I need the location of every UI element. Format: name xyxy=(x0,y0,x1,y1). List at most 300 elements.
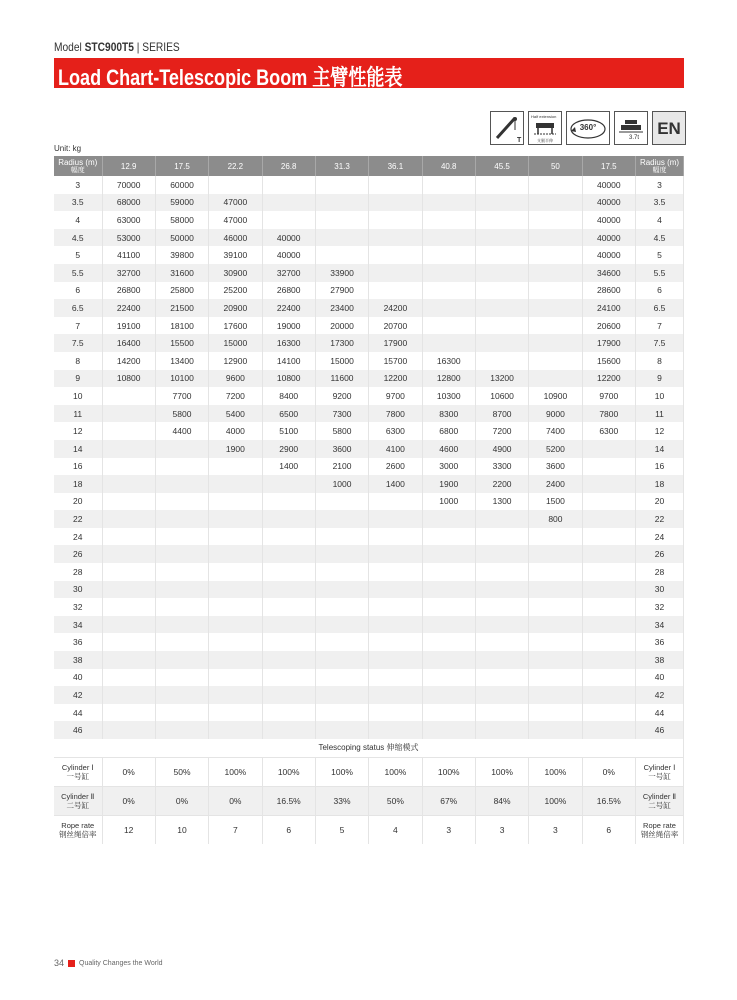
telescoping-cell: 16.5% xyxy=(582,786,635,815)
load-cell xyxy=(475,598,528,616)
table-row xyxy=(54,528,684,546)
load-cell xyxy=(262,211,315,229)
load-cell: 19100 xyxy=(102,317,155,335)
load-cell xyxy=(529,194,582,212)
radius-cell-left: 46 xyxy=(54,721,102,739)
radius-cell-right: 26 xyxy=(636,545,684,563)
radius-cell-right: 28 xyxy=(636,563,684,581)
icon-strip xyxy=(490,111,686,147)
load-cell xyxy=(262,651,315,669)
telescoping-body xyxy=(54,739,684,844)
load-cell xyxy=(369,704,422,722)
load-cell xyxy=(582,598,635,616)
load-cell: 2200 xyxy=(475,475,528,493)
telescoping-cell: 33% xyxy=(315,786,368,815)
load-cell xyxy=(369,545,422,563)
load-cell xyxy=(422,598,475,616)
table-row xyxy=(54,299,684,317)
radius-cell-right: 18 xyxy=(636,475,684,493)
title-bar xyxy=(54,58,684,88)
table-header-row xyxy=(54,156,684,176)
brand-square-icon xyxy=(68,960,75,967)
radius-cell-left: 9 xyxy=(54,370,102,388)
telescoping-cell: 100% xyxy=(529,786,582,815)
load-cell xyxy=(582,721,635,739)
load-cell xyxy=(102,669,155,687)
load-cell xyxy=(369,633,422,651)
radius-cell-right: 6 xyxy=(636,282,684,300)
load-cell xyxy=(422,563,475,581)
load-cell xyxy=(102,721,155,739)
load-cell xyxy=(529,545,582,563)
load-cell: 22400 xyxy=(102,299,155,317)
load-cell: 10100 xyxy=(155,370,208,388)
load-cell: 7200 xyxy=(209,387,262,405)
load-cell xyxy=(209,669,262,687)
load-cell xyxy=(369,669,422,687)
load-cell xyxy=(475,194,528,212)
load-cell xyxy=(262,545,315,563)
load-cell: 47000 xyxy=(209,211,262,229)
load-cell: 70000 xyxy=(102,176,155,194)
telescoping-label-cn: 钢丝绳倍率 xyxy=(59,829,97,839)
table-row xyxy=(54,229,684,247)
load-cell xyxy=(262,633,315,651)
load-cell: 3600 xyxy=(529,458,582,476)
load-cell xyxy=(475,334,528,352)
load-cell xyxy=(155,633,208,651)
half-extension-label: Half extension xyxy=(531,114,557,119)
load-cell: 6800 xyxy=(422,422,475,440)
load-cell: 10800 xyxy=(102,370,155,388)
radius-cell-left: 22 xyxy=(54,510,102,528)
load-cell: 11600 xyxy=(315,370,368,388)
telescoping-cell: 100% xyxy=(529,757,582,786)
page-number: 34 xyxy=(54,958,65,968)
load-cell: 9700 xyxy=(582,387,635,405)
load-cell xyxy=(155,686,208,704)
radius-cell-left: 40 xyxy=(54,669,102,687)
load-cell xyxy=(422,633,475,651)
load-cell: 7800 xyxy=(582,405,635,423)
load-cell: 7700 xyxy=(155,387,208,405)
boom-length-header: 17.5 xyxy=(582,156,635,176)
load-cell: 58000 xyxy=(155,211,208,229)
load-cell: 4900 xyxy=(475,440,528,458)
load-cell xyxy=(475,563,528,581)
load-cell xyxy=(475,704,528,722)
load-cell: 19000 xyxy=(262,317,315,335)
load-cell xyxy=(209,581,262,599)
telescoping-label-right xyxy=(636,815,684,844)
radius-cell-left: 44 xyxy=(54,704,102,722)
load-cell: 10600 xyxy=(475,387,528,405)
telescoping-row xyxy=(54,815,684,844)
load-cell xyxy=(102,405,155,423)
load-cell: 68000 xyxy=(102,194,155,212)
load-cell xyxy=(209,651,262,669)
load-cell xyxy=(315,211,368,229)
half-extension-cn-label: 支腿半伸 xyxy=(537,138,553,143)
load-cell: 1000 xyxy=(422,493,475,511)
load-cell xyxy=(529,370,582,388)
load-cell: 3000 xyxy=(422,458,475,476)
load-cell xyxy=(315,545,368,563)
load-cell: 26800 xyxy=(262,282,315,300)
load-cell xyxy=(262,563,315,581)
load-cell xyxy=(422,721,475,739)
load-cell xyxy=(102,545,155,563)
boom-length-header: 31.3 xyxy=(315,156,368,176)
load-cell: 40000 xyxy=(582,246,635,264)
radius-cell-left: 11 xyxy=(54,405,102,423)
load-cell: 47000 xyxy=(209,194,262,212)
load-cell xyxy=(102,651,155,669)
table-row xyxy=(54,211,684,229)
load-cell xyxy=(475,633,528,651)
load-cell: 16300 xyxy=(422,352,475,370)
outrigger-half-extension-icon xyxy=(528,111,562,145)
load-cell: 40000 xyxy=(582,211,635,229)
radius-header-left xyxy=(54,156,102,176)
telescoping-cell: 0% xyxy=(102,786,155,815)
radius-cell-left: 4.5 xyxy=(54,229,102,247)
load-cell: 14100 xyxy=(262,352,315,370)
load-cell xyxy=(315,704,368,722)
telescoping-cell: 67% xyxy=(422,786,475,815)
load-chart-body xyxy=(54,176,684,739)
table-row xyxy=(54,475,684,493)
load-cell: 10900 xyxy=(529,387,582,405)
load-cell: 5800 xyxy=(315,422,368,440)
load-cell xyxy=(102,528,155,546)
load-cell xyxy=(582,633,635,651)
load-cell: 4400 xyxy=(155,422,208,440)
load-cell xyxy=(422,510,475,528)
load-cell: 5100 xyxy=(262,422,315,440)
telescoping-cell: 50% xyxy=(155,757,208,786)
load-cell: 3300 xyxy=(475,458,528,476)
load-cell xyxy=(262,598,315,616)
load-cell xyxy=(475,282,528,300)
radius-cell-right: 42 xyxy=(636,686,684,704)
load-cell xyxy=(529,264,582,282)
table-row xyxy=(54,721,684,739)
load-cell xyxy=(262,721,315,739)
load-cell: 12200 xyxy=(369,370,422,388)
load-cell: 22400 xyxy=(262,299,315,317)
load-cell xyxy=(209,616,262,634)
telescoping-cell: 0% xyxy=(155,786,208,815)
table-row xyxy=(54,581,684,599)
load-cell xyxy=(369,229,422,247)
load-cell: 46000 xyxy=(209,229,262,247)
load-cell xyxy=(369,721,422,739)
table-row xyxy=(54,598,684,616)
load-cell xyxy=(475,669,528,687)
load-cell xyxy=(582,493,635,511)
page-title: Load Chart-Telescopic Boom 主臂性能表 xyxy=(58,65,403,90)
load-cell: 40000 xyxy=(262,229,315,247)
telescoping-label-en: Rope rate xyxy=(643,820,676,830)
table-row xyxy=(54,616,684,634)
load-cell: 8700 xyxy=(475,405,528,423)
telescoping-label-cn: 二号缸 xyxy=(648,800,671,810)
load-cell xyxy=(369,493,422,511)
load-cell xyxy=(315,176,368,194)
radius-cell-left: 6 xyxy=(54,282,102,300)
load-cell: 13400 xyxy=(155,352,208,370)
load-cell xyxy=(155,493,208,511)
load-cell xyxy=(209,598,262,616)
load-cell: 5800 xyxy=(155,405,208,423)
load-cell xyxy=(315,581,368,599)
radius-cell-right: 34 xyxy=(636,616,684,634)
load-cell xyxy=(262,176,315,194)
radius-cell-right: 32 xyxy=(636,598,684,616)
load-cell: 15500 xyxy=(155,334,208,352)
table-row xyxy=(54,686,684,704)
load-cell: 12200 xyxy=(582,370,635,388)
load-cell: 4600 xyxy=(422,440,475,458)
model-name: STC900T5 xyxy=(84,40,134,54)
load-cell xyxy=(529,721,582,739)
load-cell xyxy=(155,528,208,546)
load-cell xyxy=(422,246,475,264)
load-cell: 2400 xyxy=(529,475,582,493)
model-prefix: Model xyxy=(54,40,82,54)
load-cell: 8300 xyxy=(422,405,475,423)
telescoping-cell: 0% xyxy=(102,757,155,786)
load-cell xyxy=(102,440,155,458)
radius-cell-right: 38 xyxy=(636,651,684,669)
table-row xyxy=(54,669,684,687)
load-cell xyxy=(155,721,208,739)
load-cell xyxy=(209,704,262,722)
load-cell xyxy=(315,246,368,264)
telescoping-cell: 0% xyxy=(209,786,262,815)
load-cell: 41100 xyxy=(102,246,155,264)
load-cell: 12900 xyxy=(209,352,262,370)
load-cell xyxy=(422,616,475,634)
load-cell xyxy=(422,545,475,563)
load-cell xyxy=(422,334,475,352)
table-row xyxy=(54,545,684,563)
telescoping-label-en: Cylinder Ⅱ xyxy=(61,791,95,801)
load-cell xyxy=(262,581,315,599)
load-cell xyxy=(529,211,582,229)
telescoping-cell: 7 xyxy=(209,815,262,844)
radius-cell-left: 3.5 xyxy=(54,194,102,212)
rotation-icon xyxy=(566,111,610,145)
load-cell: 20000 xyxy=(315,317,368,335)
load-cell xyxy=(529,704,582,722)
load-chart-table xyxy=(54,156,684,844)
load-cell: 4000 xyxy=(209,422,262,440)
load-cell: 24200 xyxy=(369,299,422,317)
telescoping-status-row xyxy=(54,739,684,757)
load-cell xyxy=(529,528,582,546)
load-cell xyxy=(369,246,422,264)
load-cell xyxy=(529,563,582,581)
telescoping-cell: 3 xyxy=(475,815,528,844)
load-cell xyxy=(529,334,582,352)
load-cell: 40000 xyxy=(582,229,635,247)
load-cell xyxy=(422,669,475,687)
telescoping-label-cn: 一号缸 xyxy=(648,771,671,781)
table-row xyxy=(54,176,684,194)
radius-cell-right: 20 xyxy=(636,493,684,511)
load-cell: 50000 xyxy=(155,229,208,247)
table-row xyxy=(54,510,684,528)
model-series: SERIES xyxy=(142,40,180,54)
load-cell xyxy=(315,721,368,739)
boom-icon xyxy=(490,111,524,145)
radius-cell-right: 7 xyxy=(636,317,684,335)
table-row xyxy=(54,651,684,669)
telescoping-status-label: Telescoping status 伸缩模式 xyxy=(54,739,684,757)
load-cell xyxy=(102,598,155,616)
load-cell: 15000 xyxy=(315,352,368,370)
load-cell xyxy=(369,194,422,212)
radius-cell-left: 7 xyxy=(54,317,102,335)
load-cell xyxy=(369,686,422,704)
load-cell: 9700 xyxy=(369,387,422,405)
load-cell xyxy=(315,563,368,581)
load-cell: 14200 xyxy=(102,352,155,370)
telescoping-cell: 6 xyxy=(582,815,635,844)
telescoping-cell: 100% xyxy=(262,757,315,786)
load-cell xyxy=(369,282,422,300)
load-cell: 32700 xyxy=(262,264,315,282)
table-row xyxy=(54,282,684,300)
load-cell xyxy=(155,616,208,634)
load-cell xyxy=(475,246,528,264)
load-cell: 33900 xyxy=(315,264,368,282)
load-cell xyxy=(475,616,528,634)
load-cell: 5400 xyxy=(209,405,262,423)
radius-header-label: Radius (m) xyxy=(58,157,98,167)
radius-cell-left: 12 xyxy=(54,422,102,440)
load-cell xyxy=(422,264,475,282)
load-cell xyxy=(102,475,155,493)
load-cell xyxy=(422,229,475,247)
load-cell xyxy=(209,176,262,194)
telescoping-cell: 100% xyxy=(209,757,262,786)
telescoping-cell: 3 xyxy=(422,815,475,844)
radius-cell-left: 7.5 xyxy=(54,334,102,352)
load-cell: 10300 xyxy=(422,387,475,405)
load-cell xyxy=(315,686,368,704)
load-cell xyxy=(475,545,528,563)
telescoping-cell: 16.5% xyxy=(262,786,315,815)
load-cell xyxy=(102,458,155,476)
load-cell: 2900 xyxy=(262,440,315,458)
load-cell xyxy=(422,194,475,212)
telescoping-cell: 50% xyxy=(369,786,422,815)
load-cell xyxy=(529,686,582,704)
telescoping-cell: 3 xyxy=(529,815,582,844)
radius-header-right xyxy=(636,156,684,176)
radius-cell-left: 30 xyxy=(54,581,102,599)
load-cell xyxy=(155,475,208,493)
load-cell: 1400 xyxy=(262,458,315,476)
radius-cell-right: 12 xyxy=(636,422,684,440)
load-cell xyxy=(262,528,315,546)
radius-header-cn: 幅度 xyxy=(70,166,85,174)
load-cell xyxy=(475,581,528,599)
load-cell xyxy=(422,176,475,194)
load-cell: 7200 xyxy=(475,422,528,440)
table-row xyxy=(54,493,684,511)
telescoping-cell: 0% xyxy=(582,757,635,786)
boom-length-header: 17.5 xyxy=(155,156,208,176)
radius-cell-left: 36 xyxy=(54,633,102,651)
load-cell xyxy=(102,616,155,634)
load-cell xyxy=(475,651,528,669)
load-cell xyxy=(475,686,528,704)
telescoping-cell: 5 xyxy=(315,815,368,844)
load-cell xyxy=(262,616,315,634)
radius-cell-right: 7.5 xyxy=(636,334,684,352)
load-cell xyxy=(102,493,155,511)
load-cell xyxy=(422,317,475,335)
table-row xyxy=(54,194,684,212)
radius-cell-left: 8 xyxy=(54,352,102,370)
load-cell: 16400 xyxy=(102,334,155,352)
telescoping-label-left xyxy=(54,815,102,844)
radius-header-cn: 幅度 xyxy=(652,166,667,174)
load-cell: 1900 xyxy=(422,475,475,493)
radius-cell-right: 16 xyxy=(636,458,684,476)
table-row xyxy=(54,246,684,264)
load-cell xyxy=(475,299,528,317)
load-cell: 1300 xyxy=(475,493,528,511)
load-cell xyxy=(529,282,582,300)
load-cell: 30900 xyxy=(209,264,262,282)
load-cell xyxy=(155,440,208,458)
load-cell: 9200 xyxy=(315,387,368,405)
radius-cell-left: 42 xyxy=(54,686,102,704)
load-cell xyxy=(369,651,422,669)
load-cell xyxy=(315,633,368,651)
load-cell xyxy=(262,194,315,212)
load-cell xyxy=(209,563,262,581)
load-cell: 20700 xyxy=(369,317,422,335)
radius-cell-right: 22 xyxy=(636,510,684,528)
load-cell xyxy=(582,651,635,669)
load-cell: 40000 xyxy=(262,246,315,264)
load-cell: 17300 xyxy=(315,334,368,352)
load-cell xyxy=(369,264,422,282)
load-cell: 1400 xyxy=(369,475,422,493)
load-cell xyxy=(369,598,422,616)
load-cell xyxy=(315,528,368,546)
load-cell xyxy=(155,458,208,476)
load-cell xyxy=(102,581,155,599)
load-cell xyxy=(315,194,368,212)
load-cell xyxy=(529,176,582,194)
load-cell xyxy=(582,545,635,563)
telescoping-label-cn: 钢丝绳倍率 xyxy=(640,829,679,839)
load-cell xyxy=(369,616,422,634)
radius-cell-right: 9 xyxy=(636,370,684,388)
table-row xyxy=(54,704,684,722)
table-row xyxy=(54,352,684,370)
telescoping-label-en: Cylinder Ⅰ xyxy=(61,762,94,772)
table-row xyxy=(54,422,684,440)
table-row xyxy=(54,317,684,335)
